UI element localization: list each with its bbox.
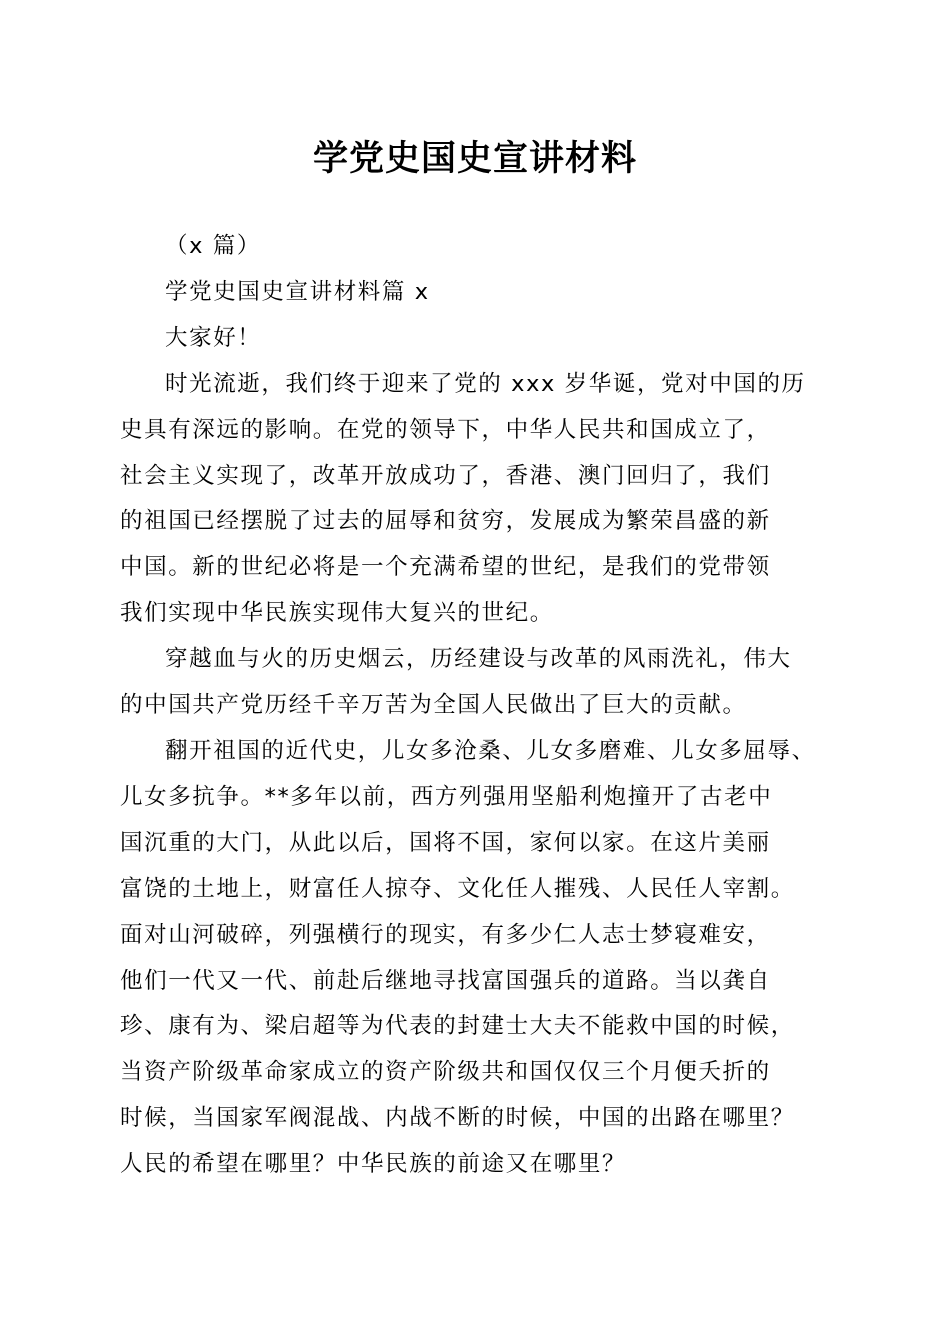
paragraph-line: 他们一代又一代、前赴后继地寻找富国强兵的道路。当以龚自 — [120, 967, 771, 994]
paragraph-line: 史具有深远的影响。在党的领导下，中华人民共和国成立了， — [120, 416, 771, 443]
paragraph-line: 人民的希望在哪里？中华民族的前途又在哪里？ — [120, 1151, 627, 1178]
paragraph-2 — [120, 637, 835, 729]
paragraph-line: 珍、康有为、梁启超等为代表的封建士大夫不能救中国的时候， — [120, 1013, 795, 1040]
paragraph-line: 时候，当国家军阀混战、内战不断的时候，中国的出路在哪里？ — [120, 1105, 795, 1132]
section-heading: 学党史国史宣讲材料篇 x — [165, 278, 430, 305]
subtitle: （x 篇） — [165, 233, 261, 259]
paragraph-3 — [120, 729, 835, 1188]
paragraph-line: 的中国共产党历经千辛万苦为全国人民做出了巨大的贡献。 — [120, 692, 747, 719]
paragraph-line: 儿女多抗争。**多年以前，西方列强用坚船利炮撞开了古老中 — [120, 783, 773, 810]
paragraph-line: 翻开祖国的近代史，儿女多沧桑、儿女多磨难、儿女多屈辱、 — [165, 737, 816, 764]
paragraph-line: 中国。新的世纪必将是一个充满希望的世纪，是我们的党带领 — [120, 554, 771, 581]
document-title: 学党史国史宣讲材料 — [312, 138, 637, 179]
paragraph-line: 我们实现中华民族实现伟大复兴的世纪。 — [120, 600, 554, 627]
paragraph-line: 面对山河破碎，列强横行的现实，有多少仁人志士梦寝难安， — [120, 921, 771, 948]
document-body — [120, 224, 835, 1188]
paragraph-line: 当资产阶级革命家成立的资产阶级共和国仅仅三个月便夭折的 — [120, 1059, 771, 1086]
paragraph-line: 国沉重的大门，从此以后，国将不国，家何以家。在这片美丽 — [120, 829, 771, 856]
paragraph-line: 社会主义实现了，改革开放成功了，香港、澳门回归了，我们 — [120, 462, 771, 489]
greeting: 大家好！ — [165, 324, 262, 351]
paragraph-1 — [120, 362, 835, 637]
paragraph-line: 时光流逝，我们终于迎来了党的 xxx 岁华诞，党对中国的历 — [165, 370, 806, 397]
paragraph-line: 富饶的土地上，财富任人掠夺、文化任人摧残、人民任人宰割。 — [120, 875, 795, 902]
paragraph-line: 穿越血与火的历史烟云，历经建设与改革的风雨洗礼，伟大 — [165, 646, 792, 673]
paragraph-line: 的祖国已经摆脱了过去的屈辱和贫穷，发展成为繁荣昌盛的新 — [120, 508, 771, 535]
